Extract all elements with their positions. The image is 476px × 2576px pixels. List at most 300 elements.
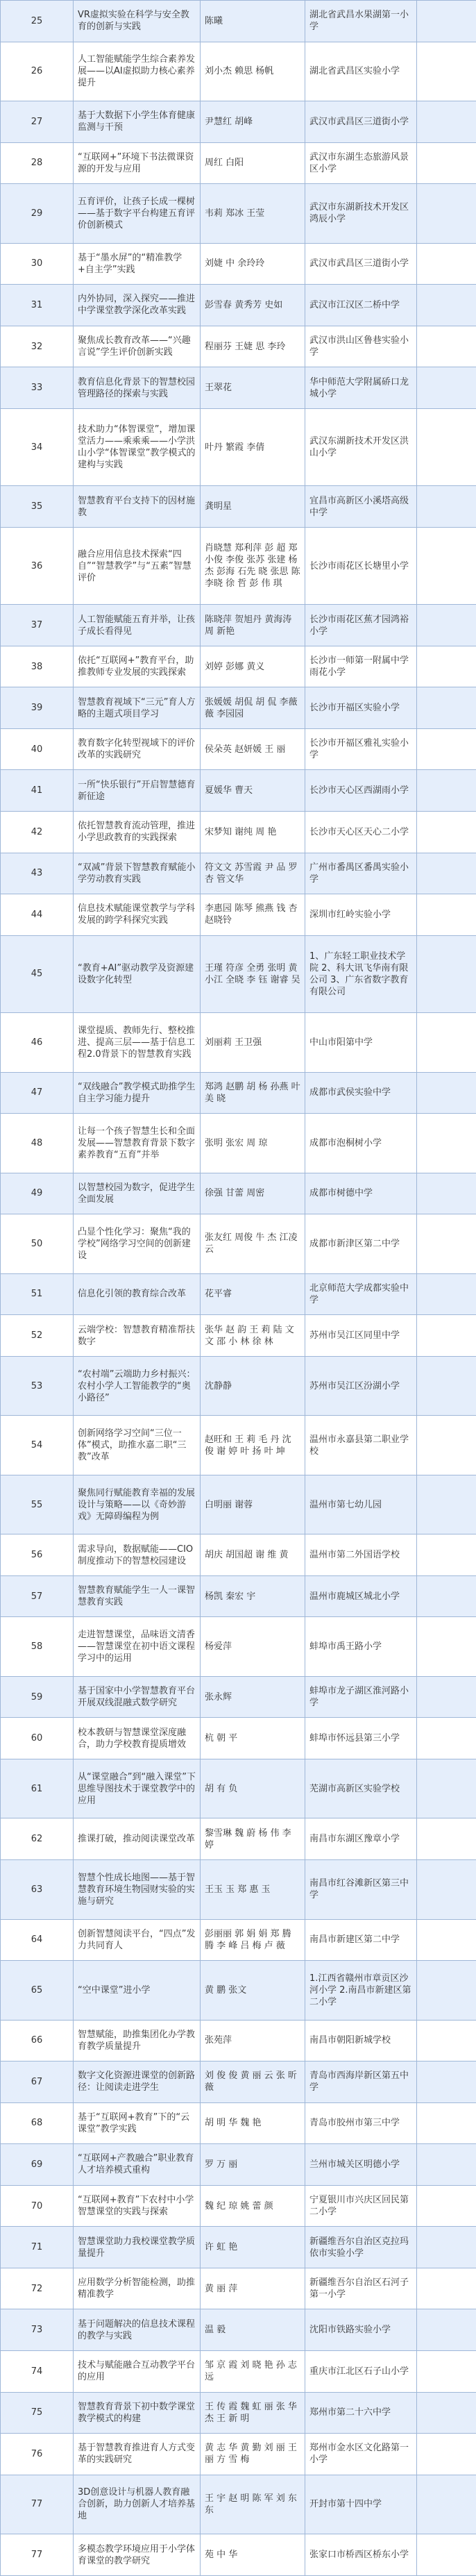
empty-cell [417,1214,476,1274]
empty-cell [417,408,476,485]
empty-cell [417,2268,476,2309]
case-title: 智慧赋能，助推集团化办学教育教学质量提升 [74,2020,201,2061]
row-number: 43 [1,853,74,894]
table-row [1,1475,476,1534]
case-title: 依托智慧教育流动管理，推进小学思政教育的实践探索 [74,812,201,853]
empty-cell [417,1759,476,1818]
table-row [1,243,476,285]
case-unit: 湖北省武昌水果湖第一小学 [305,1,417,42]
case-title: 智慧教育视域下“三元”育人方略的主题式项目学习 [74,687,201,729]
case-authors: 王翠花 [201,367,305,409]
case-unit: 蚌埠市禹王路小学 [305,1617,417,1677]
case-title: 走进智慧课堂，品味语文清香——智慧课堂在初中语文课程学习中的运用 [74,1617,201,1677]
table-row [1,1173,476,1214]
case-unit: 新疆维吾尔自治区石河子第一小学 [305,2268,417,2309]
empty-cell [417,285,476,326]
case-title: “教育+AI”驱动教学及资源建设数字化转型 [74,935,201,1012]
case-unit: 长沙市雨花区蕉才园鸿裕小学 [305,605,417,646]
row-number: 35 [1,486,74,528]
case-unit: 武汉市东湖新技术开发区鸿辰小学 [305,184,417,244]
row-number: 40 [1,728,74,770]
case-unit: 1、广东轻工职业技术学院 2、科大讯飞华南有限公司 3、广东省数字教育有限公司 [305,935,417,1012]
row-number: 31 [1,285,74,326]
case-authors: 黄 志 华 黄 勤 刘 丽 王 丽 方 雪 梅 [201,2434,305,2475]
row-number: 39 [1,687,74,729]
case-authors: 邹 京 霞 刘 晓 艳 孙 志 远 [201,2350,305,2392]
row-number: 65 [1,1961,74,2021]
case-unit: 温州市永嘉县第二职业学校 [305,1416,417,1475]
case-unit: 青岛市西海岸新区第五中学 [305,2061,417,2103]
case-title: 基于智慧教育推进育人方式变革的实践研究 [74,2434,201,2475]
case-title: 应用数学分析智能检测，助推精准教学 [74,2268,201,2309]
case-authors: 符文文 苏雪霞 尹 品 罗杏 管文华 [201,853,305,894]
table-row [1,326,476,367]
case-unit: 1.江西省赣州市章贡区沙河小学 2.南昌市新建区第二小学 [305,1961,417,2021]
empty-cell [417,605,476,646]
empty-cell [417,894,476,936]
case-unit: 南昌市东湖区豫章小学 [305,1818,417,1860]
case-unit: 蚌埠市怀远县第三小学 [305,1718,417,1759]
empty-cell [417,1273,476,1315]
row-number: 70 [1,2185,74,2227]
case-title: 基于“互联网+教育”下的“云课堂”教学实践 [74,2102,201,2144]
table-row [1,1072,476,1114]
table-row [1,1575,476,1617]
case-title: 智慧个性成长地图——基于智慧教育环境生物园财实验的实施与研究 [74,1860,201,1920]
table-row [1,1356,476,1416]
table-row [1,1534,476,1576]
case-unit: 重庆市江北区石子山小学 [305,2350,417,2392]
case-title: 从“课堂融合”到“融入课堂”下思维导图技术于课堂教学中的应用 [74,1759,201,1818]
case-unit: 南昌市朝阳新城学校 [305,2020,417,2061]
case-authors: 刘小杰 赖思 杨帆 [201,42,305,101]
case-title: 技术与赋能融合互动教学平台的应用 [74,2350,201,2392]
table-row [1,894,476,936]
empty-cell [417,2392,476,2434]
case-authors: 胡 明 华 魏 艳 [201,2102,305,2144]
row-number: 73 [1,2309,74,2351]
case-unit: 武汉市武昌区三道街小学 [305,101,417,143]
empty-cell [417,1534,476,1576]
case-title: 创新智慧阅读平台，“四点”发力共同育人 [74,1919,201,1961]
case-authors: 侯朵英 赵妍媛 王 丽 [201,728,305,770]
table-row [1,728,476,770]
row-number: 38 [1,646,74,687]
case-authors: 胡庆 胡国超 谢 维 黄 [201,1534,305,1576]
case-authors: 张媛媛 胡侃 胡 侃 李薇薇 李园园 [201,687,305,729]
row-number: 44 [1,894,74,936]
case-authors: 肖晓慧 郑利萍 彭 超 郑小俊 李俊 张苏 张建 杨杰 彭海 石先 晓 张思 陈李晓 徐 哲 彭 伟 琪 [201,527,305,604]
case-authors: 张永辉 [201,1676,305,1718]
table-row [1,2102,476,2144]
case-unit: 成都市新津区第二中学 [305,1214,417,1274]
case-unit: 中山市阳第中学 [305,1013,417,1073]
case-title: 推课打破，推动阅读课堂改革 [74,1818,201,1860]
case-authors: 魏 纪 琼 姚 蕾 颜 [201,2185,305,2227]
table-row [1,101,476,143]
row-number: 66 [1,2020,74,2061]
case-authors: 宋梦知 谢纯 周 艳 [201,812,305,853]
table-row [1,2144,476,2186]
row-number: 32 [1,326,74,367]
row-number: 56 [1,1534,74,1576]
case-authors: 苑 中 华 [201,2534,305,2576]
row-number: 74 [1,2350,74,2392]
case-unit: 郑州市第二十六中学 [305,2392,417,2434]
table-row [1,1676,476,1718]
row-number: 30 [1,243,74,285]
row-number: 71 [1,2227,74,2268]
case-unit: 武汉市武昌区三道街小学 [305,243,417,285]
case-unit: 南昌市新建区第二中学 [305,1919,417,1961]
case-authors: 张华 赵 韵 王 莉 陆 文文 邵 小 林 徐 林 [201,1315,305,1357]
table-row [1,1315,476,1357]
table-row [1,527,476,604]
row-number: 51 [1,1273,74,1315]
table-row [1,2227,476,2268]
case-unit: 宁夏银川市兴庆区回民第二小学 [305,2185,417,2227]
case-authors: 杭 朝 平 [201,1718,305,1759]
row-number: 34 [1,408,74,485]
case-unit: 芜湖市高新区实验学校 [305,1759,417,1818]
empty-cell [417,1072,476,1114]
row-number: 55 [1,1475,74,1534]
case-title: “农村端”云端助力乡村振兴：农村小学人工智能教学的“奥小路径” [74,1356,201,1416]
table-row [1,2309,476,2351]
table-row [1,605,476,646]
empty-cell [417,2350,476,2392]
case-title: 智慧教育赋能学生一人一课智慧教育实践 [74,1575,201,1617]
table-row [1,367,476,409]
empty-cell [417,646,476,687]
case-authors: 王 传 霞 魏 虹 丽 张 华 杰 王 新 明 [201,2392,305,2434]
case-title: 融合应用信息技术探索“四自”“智慧教学”与“五素”智慧评价 [74,527,201,604]
case-unit: 成都市武侯实验中学 [305,1072,417,1114]
case-authors: 夏媛华 曹天 [201,770,305,812]
empty-cell [417,1,476,42]
case-unit: 武汉市东湖生态旅游风景区小学 [305,142,417,184]
table-row [1,2392,476,2434]
case-title: 聚焦同行赋能教育幸福的发展设计与策略——以《奇妙游戏》无障碍编程为例 [74,1475,201,1534]
empty-cell [417,367,476,409]
empty-cell [417,687,476,729]
table-row [1,486,476,528]
case-title: 信息技术赋能课堂教学与学科发展的跨学科探究实践 [74,894,201,936]
row-number: 36 [1,527,74,604]
case-title: “双减”背景下智慧教育赋能小学劳动教育实践 [74,853,201,894]
case-unit: 温州市鹿城区城北小学 [305,1575,417,1617]
case-title: 人工智能赋能五育并举，让孩子成长看得见 [74,605,201,646]
empty-cell [417,1114,476,1173]
row-number: 45 [1,935,74,1012]
case-title: “互联网+教育”下农村中小学智慧课堂的实践与探索 [74,2185,201,2227]
row-number: 29 [1,184,74,244]
table-row [1,853,476,894]
case-unit: 武汉市洪山区鲁巷实验小学 [305,326,417,367]
case-authors: 黄 丽 萍 [201,2268,305,2309]
row-number: 53 [1,1356,74,1416]
case-title: 需求导向，数据赋能——CIO制度推动下的智慧校园建设 [74,1534,201,1576]
case-unit: 广州市番禺区番禺实验小学 [305,853,417,894]
table-row [1,1718,476,1759]
case-title: 技术助力“体智课堂”，增加课堂活力——乘乘乘——小学洪山小学“体智课堂”教学模式的建构与实践 [74,408,201,485]
row-number: 76 [1,2434,74,2475]
table-row [1,1961,476,2021]
case-unit: 青岛市胶州市第三中学 [305,2102,417,2144]
empty-cell [417,527,476,604]
row-number: 47 [1,1072,74,1114]
case-unit: 开封市第十四中学 [305,2475,417,2534]
case-title: 信息化引领的教育综合改革 [74,1273,201,1315]
case-unit: 宜昌市高新区小溪塔高级中学 [305,486,417,528]
table-row [1,935,476,1012]
row-number: 37 [1,605,74,646]
case-authors: 罗 万 丽 [201,2144,305,2186]
empty-cell [417,2102,476,2144]
case-authors: 胡 有 负 [201,1759,305,1818]
case-authors: 刘 俊 俊 黄 丽 云 张 昕 薇 [201,2061,305,2103]
empty-cell [417,1013,476,1073]
case-unit: 深圳市红岭实验小学 [305,894,417,936]
case-authors: 刘婷 彭娜 黄义 [201,646,305,687]
table-row [1,1617,476,1677]
row-number: 77 [1,2475,74,2534]
empty-cell [417,2227,476,2268]
case-unit: 温州市第七幼儿园 [305,1475,417,1534]
table-row [1,2061,476,2103]
case-title: 让每一个孩子智慧生长和全面发展——智慧教育背景下数字素养教育“五育”并举 [74,1114,201,1173]
case-unit: 苏州市吴江区汾湖小学 [305,1356,417,1416]
case-authors: 刘婕 中 余玲玲 [201,243,305,285]
case-title: 基于“墨水屏”的“精准教学+自主学”实践 [74,243,201,285]
case-unit: 武汉东湖新技术开发区洪山小学 [305,408,417,485]
case-title: 一所“快乐银行”开启智慧德育新征途 [74,770,201,812]
case-authors: 杨凯 秦宏 宇 [201,1575,305,1617]
case-title: 基于国家中小学智慧教育平台开展双线混融式数学研究 [74,1676,201,1718]
empty-cell [417,486,476,528]
empty-cell [417,1617,476,1677]
empty-cell [417,728,476,770]
table-row [1,2475,476,2534]
case-authors: 花平睿 [201,1273,305,1315]
table-row [1,687,476,729]
empty-cell [417,2309,476,2351]
case-authors: 周红 白阳 [201,142,305,184]
row-number: 67 [1,2061,74,2103]
case-title: 五育评价，让孩子长成一棵树——基于数字平台构建五育评价创新模式 [74,184,201,244]
row-number: 54 [1,1416,74,1475]
table-row [1,812,476,853]
case-authors: 龚明星 [201,486,305,528]
case-title: 3D创意设计与机器人教育融合创新，助力创新人才培养基地 [74,2475,201,2534]
case-authors: 徐强 甘蕾 周密 [201,1173,305,1214]
row-number: 64 [1,1919,74,1961]
case-title: 以智慧校园为数字，促进学生全面发展 [74,1173,201,1214]
table-row [1,1013,476,1073]
case-authors: 张苑萍 [201,2020,305,2061]
row-number: 27 [1,101,74,143]
case-unit: 长沙市雨花区长塘里小学 [305,527,417,604]
case-authors: 韦莉 郑冰 王莹 [201,184,305,244]
row-number: 58 [1,1617,74,1677]
case-title: “互联网+产教融合”职业教育人才培养模式重构 [74,2144,201,2186]
case-unit: 张家口市桥西区桥东小学 [305,2534,417,2576]
case-title: 智慧教育平台支持下的因材施教 [74,486,201,528]
table-row [1,2268,476,2309]
row-number: 48 [1,1114,74,1173]
empty-cell [417,1961,476,2021]
case-authors: 程丽芬 王婕 思 李玲 [201,326,305,367]
case-unit: 长沙市开福区雅礼实验小学 [305,728,417,770]
table-row [1,1214,476,1274]
table-row [1,285,476,326]
empty-cell [417,1475,476,1534]
empty-cell [417,1818,476,1860]
case-authors: 叶丹 繁霞 李倩 [201,408,305,485]
case-title: VR虚拟实验在科学与安全教育的创新与实践 [74,1,201,42]
table-row [1,42,476,101]
case-authors: 陈曦 [201,1,305,42]
table-row [1,2534,476,2576]
row-number: 28 [1,142,74,184]
table-row [1,770,476,812]
empty-cell [417,2534,476,2576]
case-unit: 北京师范大学成都实验中学 [305,1273,417,1315]
case-title: 教育信息化背景下的智慧校园管理路径的探索与实践 [74,367,201,409]
table-row [1,1114,476,1173]
case-unit: 南昌市红谷滩新区第三中学 [305,1860,417,1920]
case-authors: 张友红 周俊 牛 杰 江凌云 [201,1214,305,1274]
empty-cell [417,184,476,244]
case-unit: 长沙市一师第一附属中学雨花小学 [305,646,417,687]
case-title: “双线融合”教学模式助推学生自主学习能力提升 [74,1072,201,1114]
table-row [1,408,476,485]
table-row [1,1860,476,1920]
case-unit: 长沙市天心区天心二小学 [305,812,417,853]
case-authors: 张明 张宏 周 琼 [201,1114,305,1173]
empty-cell [417,770,476,812]
case-unit: 蚌埠市龙子湖区淮河路小学 [305,1676,417,1718]
case-unit: 成都市树德中学 [305,1173,417,1214]
case-authors: 尹慧红 胡峰 [201,101,305,143]
empty-cell [417,1575,476,1617]
empty-cell [417,812,476,853]
empty-cell [417,42,476,101]
table-row [1,2185,476,2227]
case-unit: 温州市第二外国语学校 [305,1534,417,1576]
case-title: 多模态教学环境应用于小学体育课堂的教学研究 [74,2534,201,2576]
case-title: 凸显个性化学习：聚焦“我的学校”网络学习空间的创新建设 [74,1214,201,1274]
case-title: 内外协同，深入探究——推进中学课堂教学深化改革实践 [74,285,201,326]
case-title: 教育数字化转型视域下的评价改革的实践研究 [74,728,201,770]
empty-cell [417,2185,476,2227]
table-row [1,1759,476,1818]
case-unit: 长沙市天心区西湖雨小学 [305,770,417,812]
empty-cell [417,1860,476,1920]
case-authors: 杨爱萍 [201,1617,305,1677]
row-number: 75 [1,2392,74,2434]
case-title: 基于问题解决的信息技术课程的教学与实践 [74,2309,201,2351]
table-row [1,2020,476,2061]
case-unit: 华中师范大学附属硚口龙城小学 [305,367,417,409]
empty-cell [417,2434,476,2475]
row-number: 49 [1,1173,74,1214]
empty-cell [417,1315,476,1357]
row-number: 46 [1,1013,74,1073]
case-authors: 刘丽莉 王卫强 [201,1013,305,1073]
case-authors: 郑鸿 赵鹏 胡 杨 孙燕 叶美 晓 [201,1072,305,1114]
case-title: 依托“互联网+”教育平台，助推教师专业发展的实践探索 [74,646,201,687]
case-authors: 彭雪春 黄秀芳 史如 [201,285,305,326]
award-table-body [1,1,476,2576]
case-authors: 赵旺和 王 莉 毛 丹 沈 俊 谢 婷 叶 扬 叶 坤 [201,1416,305,1475]
row-number: 69 [1,2144,74,2186]
empty-cell [417,935,476,1012]
table-row [1,2350,476,2392]
case-unit: 湖北省武昌区实验小学 [305,42,417,101]
row-number: 59 [1,1676,74,1718]
case-authors: 陈晓萍 贺旭丹 黄海涛 周 新艳 [201,605,305,646]
empty-cell [417,1173,476,1214]
case-authors: 彭丽丽 郭 娟 娟 郑 腾 腾 李 峰 吕 梅 卢 薇 [201,1919,305,1961]
empty-cell [417,243,476,285]
case-title: 人工智能赋能学生综合素养发展——以AI虚拟助力核心素养提升 [74,42,201,101]
case-authors: 沈静静 [201,1356,305,1416]
row-number: 50 [1,1214,74,1274]
table-row [1,1273,476,1315]
case-title: 智慧教育背景下初中数学课堂教学模式的构建 [74,2392,201,2434]
empty-cell [417,326,476,367]
case-authors: 李惠园 陈琴 熊燕 钱 杏 赵晓铃 [201,894,305,936]
table-row [1,184,476,244]
empty-cell [417,101,476,143]
row-number: 26 [1,42,74,101]
case-authors: 温 毅 [201,2309,305,2351]
case-title: 智慧课堂助力我校课堂教学质量提升 [74,2227,201,2268]
case-authors: 王 宇 赵 明 陈 军 刘 东 东 [201,2475,305,2534]
empty-cell [417,2061,476,2103]
table-row [1,1,476,42]
empty-cell [417,1356,476,1416]
empty-cell [417,2020,476,2061]
empty-cell [417,2144,476,2186]
case-title: 基于大数据下小学生体育健康监测与干预 [74,101,201,143]
table-row [1,1919,476,1961]
row-number: 62 [1,1818,74,1860]
case-title: 校本教研与智慧课堂深度融合，助力学校教育提质增效 [74,1718,201,1759]
case-title: 课堂提质、教师先行、整校推进、提高三层——基于信息工程2.0背景下的智慧教育实践 [74,1013,201,1073]
empty-cell [417,1919,476,1961]
table-row [1,646,476,687]
table-row [1,2434,476,2475]
table-row [1,1818,476,1860]
row-number: 25 [1,1,74,42]
row-number: 42 [1,812,74,853]
row-number: 41 [1,770,74,812]
case-unit: 郑州市金水区文化路第一小学 [305,2434,417,2475]
case-title: “互联网+”环境下书法微课资源的开发与应用 [74,142,201,184]
row-number: 61 [1,1759,74,1818]
case-unit: 长沙市开福区实验小学 [305,687,417,729]
case-authors: 王瑾 符彦 全勇 张明 黄小江 全晓 李 钰 谢睿 吴 [201,935,305,1012]
case-unit: 成都市泡桐树小学 [305,1114,417,1173]
case-authors: 王玉 玉 郑 惠 玉 [201,1860,305,1920]
case-title: 聚焦成长教育改革——“兴趣言说”学生评价创新实践 [74,326,201,367]
empty-cell [417,1676,476,1718]
case-authors: 白明丽 谢蓉 [201,1475,305,1534]
row-number: 72 [1,2268,74,2309]
case-title: 创新网络学习空间“三位一体”模式，助推水嘉二职“三教”改革 [74,1416,201,1475]
